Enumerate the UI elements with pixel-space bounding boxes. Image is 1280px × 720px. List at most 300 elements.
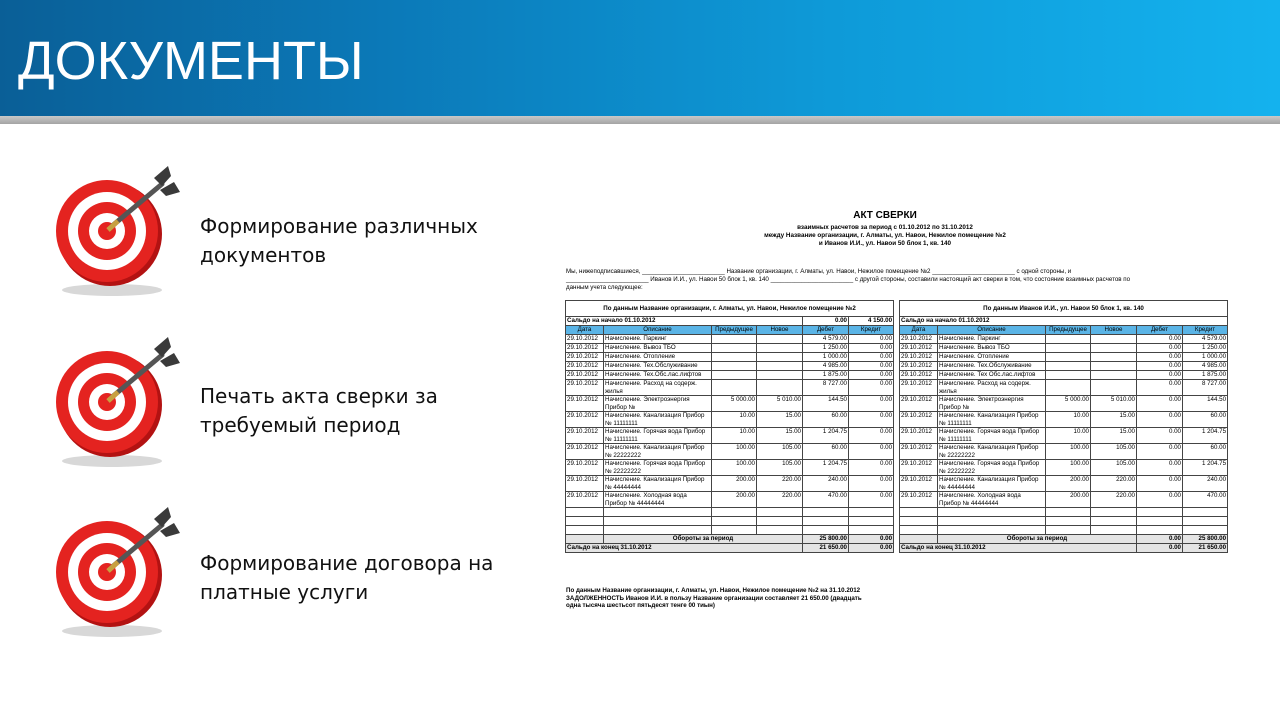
feature-line: Формирование договора на xyxy=(200,551,494,575)
new-cell xyxy=(757,362,803,371)
previous-cell xyxy=(1046,344,1091,353)
table-row xyxy=(566,344,894,353)
feature-item xyxy=(50,333,520,473)
description-cell: Начисление. Канализация Прибор № 22222222 xyxy=(938,444,1046,460)
new-cell xyxy=(1091,344,1137,353)
table-row xyxy=(566,444,894,460)
description-cell: Начисление. Паркинг xyxy=(938,335,1046,344)
credit-cell xyxy=(1183,526,1228,535)
description-cell: Начисление. Электроэнергия Прибор № xyxy=(938,396,1046,412)
description-cell xyxy=(604,517,712,526)
credit-cell: 4 985.00 xyxy=(1183,362,1228,371)
table-row xyxy=(566,396,894,412)
date-cell: 29.10.2012 xyxy=(566,335,604,344)
table-row xyxy=(900,344,1228,353)
previous-cell xyxy=(1046,526,1091,535)
date-cell: 29.10.2012 xyxy=(566,362,604,371)
turnover-credit: 0.00 xyxy=(849,535,894,544)
opening-balance-label: Сальдо на начало 01.10.2012 xyxy=(566,317,803,326)
date-cell: 29.10.2012 xyxy=(900,362,938,371)
credit-cell: 0.00 xyxy=(849,344,894,353)
header-divider xyxy=(0,116,1280,124)
debit-cell: 1 204.75 xyxy=(803,460,849,476)
previous-cell xyxy=(712,335,757,344)
debit-cell: 0.00 xyxy=(1137,344,1183,353)
date-cell: 29.10.2012 xyxy=(900,428,938,444)
turnover-debit: 25 800.00 xyxy=(803,535,849,544)
column-header: Дебет xyxy=(803,326,849,335)
feature-text xyxy=(200,549,493,607)
date-cell xyxy=(566,535,604,544)
previous-cell xyxy=(712,371,757,380)
table-row xyxy=(566,371,894,380)
new-cell xyxy=(757,353,803,362)
feature-line: документов xyxy=(200,243,327,267)
date-cell: 29.10.2012 xyxy=(566,380,604,396)
previous-cell xyxy=(712,344,757,353)
date-cell: 29.10.2012 xyxy=(566,396,604,412)
credit-cell xyxy=(849,526,894,535)
date-cell xyxy=(566,508,604,517)
description-cell xyxy=(604,526,712,535)
new-cell: 5 010.00 xyxy=(757,396,803,412)
debit-cell xyxy=(1137,508,1183,517)
description-cell: Начисление. Отопление xyxy=(604,353,712,362)
opening-balance-row xyxy=(566,317,894,326)
description-cell: Начисление. Тех.Обслуживание xyxy=(938,362,1046,371)
column-header: Описание xyxy=(604,326,712,335)
closing-debit: 21 650.00 xyxy=(803,544,849,553)
date-cell: 29.10.2012 xyxy=(566,412,604,428)
description-cell xyxy=(604,508,712,517)
new-cell: 220.00 xyxy=(1091,476,1137,492)
debit-cell: 60.00 xyxy=(803,444,849,460)
debit-cell xyxy=(1137,526,1183,535)
description-cell: Начисление. Расход на содерж. жилья xyxy=(604,380,712,396)
opening-balance-label: Сальдо на начало 01.10.2012 xyxy=(900,317,1228,326)
date-cell: 29.10.2012 xyxy=(900,353,938,362)
credit-cell: 60.00 xyxy=(1183,412,1228,428)
column-header: Описание xyxy=(938,326,1046,335)
table-title-row xyxy=(566,301,894,317)
credit-cell: 1 250.00 xyxy=(1183,344,1228,353)
debit-cell xyxy=(803,508,849,517)
previous-cell: 10.00 xyxy=(712,412,757,428)
doc-title: АКТ СВЕРКИ xyxy=(853,210,917,221)
credit-cell: 0.00 xyxy=(849,371,894,380)
closing-credit: 21 650.00 xyxy=(1183,544,1228,553)
empty-row xyxy=(900,508,1228,517)
description-cell xyxy=(938,508,1046,517)
date-cell: 29.10.2012 xyxy=(900,371,938,380)
previous-cell: 10.00 xyxy=(712,428,757,444)
description-cell: Начисление. Холодная вода Прибор № 44444444 xyxy=(938,492,1046,508)
feature-text xyxy=(200,382,438,440)
date-cell: 29.10.2012 xyxy=(900,344,938,353)
description-cell xyxy=(938,526,1046,535)
debit-cell: 4 579.00 xyxy=(803,335,849,344)
debit-cell xyxy=(803,517,849,526)
empty-row xyxy=(566,526,894,535)
debit-cell: 0.00 xyxy=(1137,428,1183,444)
debit-cell: 470.00 xyxy=(803,492,849,508)
credit-cell: 240.00 xyxy=(1183,476,1228,492)
date-cell: 29.10.2012 xyxy=(900,412,938,428)
date-cell: 29.10.2012 xyxy=(900,460,938,476)
closing-balance-row xyxy=(900,544,1228,553)
table-row xyxy=(900,460,1228,476)
previous-cell xyxy=(1046,380,1091,396)
column-header: Дата xyxy=(900,326,938,335)
new-cell xyxy=(757,344,803,353)
table-row xyxy=(900,492,1228,508)
date-cell: 29.10.2012 xyxy=(900,396,938,412)
credit-cell: 0.00 xyxy=(849,335,894,344)
credit-cell xyxy=(849,508,894,517)
table-row xyxy=(566,460,894,476)
feature-text xyxy=(200,212,478,270)
closing-debit: 0.00 xyxy=(1137,544,1183,553)
date-cell xyxy=(900,517,938,526)
closing-balance-label: Сальдо на конец 31.10.2012 xyxy=(566,544,803,553)
credit-cell: 8 727.00 xyxy=(1183,380,1228,396)
previous-cell: 200.00 xyxy=(712,492,757,508)
column-header: Предыдущее xyxy=(712,326,757,335)
doc-footer-line: одна тысяча шестьсот пятьдесят тенге 00 тиын) xyxy=(566,602,715,610)
header-banner xyxy=(0,0,1280,116)
new-cell xyxy=(1091,517,1137,526)
description-cell: Начисление. Тех Обс.лас.лифтов xyxy=(938,371,1046,380)
target-icon xyxy=(50,503,190,643)
credit-cell: 0.00 xyxy=(849,428,894,444)
date-cell xyxy=(900,535,938,544)
date-cell: 29.10.2012 xyxy=(566,476,604,492)
doc-footer-line: По данным Название организации, г. Алматы, ул. Навои, Нежилое помещение №2 на 31.10.2012 xyxy=(566,587,861,594)
credit-cell: 144.50 xyxy=(1183,396,1228,412)
credit-cell: 0.00 xyxy=(849,362,894,371)
table-row xyxy=(566,335,894,344)
description-cell: Начисление. Отопление xyxy=(938,353,1046,362)
previous-cell xyxy=(1046,508,1091,517)
credit-cell: 0.00 xyxy=(849,476,894,492)
table-row xyxy=(566,353,894,362)
new-cell: 105.00 xyxy=(1091,460,1137,476)
credit-cell: 60.00 xyxy=(1183,444,1228,460)
table-row xyxy=(900,353,1228,362)
debit-cell xyxy=(1137,517,1183,526)
feature-item xyxy=(50,162,520,302)
new-cell: 15.00 xyxy=(757,412,803,428)
doc-intro-line: ________________________ Иванов И.И., ул. Навои 50 блок 1, кв. 140 ________________________ с другой стороны, составили настоящий акт сверки в том, что состояние взаимных расчетов по xyxy=(566,276,1131,284)
credit-cell: 1 204.75 xyxy=(1183,428,1228,444)
debit-cell xyxy=(803,526,849,535)
date-cell: 29.10.2012 xyxy=(566,344,604,353)
table-row xyxy=(900,371,1228,380)
debit-cell: 0.00 xyxy=(1137,492,1183,508)
date-cell xyxy=(900,526,938,535)
column-header: Предыдущее xyxy=(1046,326,1091,335)
turnover-row xyxy=(566,535,894,544)
target-icon xyxy=(50,162,190,302)
opening-credit: 4 150.00 xyxy=(849,317,894,326)
column-header: Дата xyxy=(566,326,604,335)
doc-subtitle: между Название организации, г. Алматы, ул. Навои, Нежилое помещение №2 xyxy=(764,232,1006,239)
date-cell xyxy=(900,508,938,517)
table-row xyxy=(900,396,1228,412)
debit-cell: 0.00 xyxy=(1137,444,1183,460)
target-icon xyxy=(50,333,190,473)
description-cell: Начисление. Канализация Прибор № 22222222 xyxy=(604,444,712,460)
table-header-row xyxy=(566,326,894,335)
table-row xyxy=(900,444,1228,460)
feature-line: платные услуги xyxy=(200,580,369,604)
description-cell: Начисление. Канализация Прибор № 11111111 xyxy=(938,412,1046,428)
new-cell: 105.00 xyxy=(757,444,803,460)
new-cell: 220.00 xyxy=(757,476,803,492)
credit-cell: 470.00 xyxy=(1183,492,1228,508)
credit-cell: 0.00 xyxy=(849,444,894,460)
doc-intro xyxy=(566,268,1226,293)
debit-cell: 1 000.00 xyxy=(803,353,849,362)
credit-cell xyxy=(849,517,894,526)
empty-row xyxy=(900,526,1228,535)
description-cell: Начисление. Тех.Обслуживание xyxy=(604,362,712,371)
debit-cell: 1 250.00 xyxy=(803,344,849,353)
closing-balance-row xyxy=(566,544,894,553)
description-cell: Начисление. Канализация Прибор № 11111111 xyxy=(604,412,712,428)
debit-cell: 0.00 xyxy=(1137,335,1183,344)
closing-balance-label: Сальдо на конец 31.10.2012 xyxy=(900,544,1137,553)
closing-credit: 0.00 xyxy=(849,544,894,553)
credit-cell xyxy=(1183,517,1228,526)
new-cell: 105.00 xyxy=(1091,444,1137,460)
debit-cell: 1 204.75 xyxy=(803,428,849,444)
table-row xyxy=(900,380,1228,396)
table-header-row xyxy=(900,326,1228,335)
previous-cell xyxy=(712,362,757,371)
new-cell: 15.00 xyxy=(757,428,803,444)
credit-cell: 4 579.00 xyxy=(1183,335,1228,344)
right-table-body xyxy=(900,301,1228,553)
table-row xyxy=(566,492,894,508)
previous-cell: 10.00 xyxy=(1046,428,1091,444)
table-title: По данным Название организации, г. Алматы, ул. Навои, Нежилое помещение №2 xyxy=(566,301,894,317)
date-cell: 29.10.2012 xyxy=(566,428,604,444)
previous-cell xyxy=(712,526,757,535)
debit-cell: 4 985.00 xyxy=(803,362,849,371)
previous-cell: 200.00 xyxy=(712,476,757,492)
credit-cell xyxy=(1183,508,1228,517)
previous-cell: 100.00 xyxy=(712,460,757,476)
reconciliation-act-document xyxy=(560,206,1230,626)
new-cell xyxy=(757,380,803,396)
previous-cell xyxy=(712,353,757,362)
new-cell xyxy=(1091,371,1137,380)
column-header: Новое xyxy=(1091,326,1137,335)
column-header: Дебет xyxy=(1137,326,1183,335)
feature-line: требуемый период xyxy=(200,413,401,437)
doc-subtitle: взаимных расчетов за период с 01.10.2012 по 31.10.2012 xyxy=(797,224,973,231)
description-cell: Начисление. Канализация Прибор № 44444444 xyxy=(604,476,712,492)
doc-footer xyxy=(566,587,906,610)
description-cell: Начисление. Канализация Прибор № 44444444 xyxy=(938,476,1046,492)
description-cell xyxy=(938,517,1046,526)
doc-intro-line: Мы, нижеподписавшиеся, ________________________ Название организации, г. Алматы, ул. Навои, Нежилое помещение №2 ________________________ с одной стороны, и xyxy=(566,268,1072,275)
date-cell: 29.10.2012 xyxy=(900,492,938,508)
new-cell xyxy=(1091,508,1137,517)
turnover-credit: 25 800.00 xyxy=(1183,535,1228,544)
new-cell: 220.00 xyxy=(757,492,803,508)
credit-cell: 1 204.75 xyxy=(1183,460,1228,476)
credit-cell: 0.00 xyxy=(849,412,894,428)
previous-cell: 100.00 xyxy=(712,444,757,460)
date-cell: 29.10.2012 xyxy=(900,476,938,492)
table-title-row xyxy=(900,301,1228,317)
date-cell xyxy=(566,526,604,535)
new-cell xyxy=(1091,335,1137,344)
previous-cell: 5 000.00 xyxy=(1046,396,1091,412)
credit-cell: 0.00 xyxy=(849,353,894,362)
description-cell: Начисление. Горячая вода Прибор № 22222222 xyxy=(604,460,712,476)
empty-row xyxy=(566,508,894,517)
credit-cell: 0.00 xyxy=(849,380,894,396)
left-reconciliation-table xyxy=(565,300,894,553)
new-cell xyxy=(757,335,803,344)
debit-cell: 1 875.00 xyxy=(803,371,849,380)
column-header: Кредит xyxy=(1183,326,1228,335)
date-cell: 29.10.2012 xyxy=(900,444,938,460)
description-cell: Начисление. Электроэнергия Прибор № xyxy=(604,396,712,412)
debit-cell: 240.00 xyxy=(803,476,849,492)
new-cell: 105.00 xyxy=(757,460,803,476)
table-row xyxy=(900,335,1228,344)
table-title: По данным Иванов И.И., ул. Навои 50 блок 1, кв. 140 xyxy=(900,301,1228,317)
description-cell: Начисление. Холодная вода Прибор № 44444444 xyxy=(604,492,712,508)
new-cell: 220.00 xyxy=(1091,492,1137,508)
right-reconciliation-table xyxy=(899,300,1228,553)
table-row xyxy=(566,362,894,371)
new-cell: 5 010.00 xyxy=(1091,396,1137,412)
table-row xyxy=(900,476,1228,492)
debit-cell: 8 727.00 xyxy=(803,380,849,396)
credit-cell: 1 000.00 xyxy=(1183,353,1228,362)
new-cell xyxy=(1091,353,1137,362)
previous-cell: 100.00 xyxy=(1046,460,1091,476)
credit-cell: 0.00 xyxy=(849,396,894,412)
date-cell xyxy=(566,517,604,526)
date-cell: 29.10.2012 xyxy=(566,444,604,460)
date-cell: 29.10.2012 xyxy=(566,492,604,508)
opening-debit: 0.00 xyxy=(803,317,849,326)
description-cell: Начисление. Тех.Обс.лас.лифтов xyxy=(604,371,712,380)
new-cell: 15.00 xyxy=(1091,412,1137,428)
feature-item xyxy=(50,503,520,643)
date-cell: 29.10.2012 xyxy=(900,380,938,396)
description-cell: Начисление. Горячая вода Прибор № 22222222 xyxy=(938,460,1046,476)
previous-cell: 200.00 xyxy=(1046,492,1091,508)
debit-cell: 0.00 xyxy=(1137,380,1183,396)
debit-cell: 144.50 xyxy=(803,396,849,412)
debit-cell: 0.00 xyxy=(1137,396,1183,412)
new-cell xyxy=(757,517,803,526)
feature-line: Формирование различных xyxy=(200,214,478,238)
new-cell xyxy=(757,508,803,517)
previous-cell xyxy=(712,517,757,526)
doc-footer-line: ЗАДОЛЖЕННОСТЬ Иванов И.И. в пользу Название организации составляет 21 650.00 (двадцать xyxy=(566,594,862,602)
turnover-row xyxy=(900,535,1228,544)
new-cell xyxy=(1091,380,1137,396)
debit-cell: 0.00 xyxy=(1137,362,1183,371)
table-row xyxy=(566,476,894,492)
page-title: ДОКУМЕНТЫ xyxy=(18,31,364,91)
column-header: Кредит xyxy=(849,326,894,335)
doc-subtitle: и Иванов И.И., ул. Навои 50 блок 1, кв. 140 xyxy=(818,240,952,247)
new-cell xyxy=(1091,362,1137,371)
previous-cell: 100.00 xyxy=(1046,444,1091,460)
column-header: Новое xyxy=(757,326,803,335)
previous-cell xyxy=(1046,517,1091,526)
new-cell xyxy=(757,371,803,380)
new-cell xyxy=(757,526,803,535)
previous-cell xyxy=(1046,362,1091,371)
credit-cell: 1 875.00 xyxy=(1183,371,1228,380)
turnover-debit: 0.00 xyxy=(1137,535,1183,544)
opening-balance-row xyxy=(900,317,1228,326)
previous-cell xyxy=(712,380,757,396)
debit-cell: 60.00 xyxy=(803,412,849,428)
description-cell: Начисление. Вывоз ТБО xyxy=(604,344,712,353)
description-cell: Начисление. Горячая вода Прибор № 11111111 xyxy=(604,428,712,444)
table-row xyxy=(900,428,1228,444)
credit-cell: 0.00 xyxy=(849,460,894,476)
credit-cell: 0.00 xyxy=(849,492,894,508)
description-cell: Начисление. Паркинг xyxy=(604,335,712,344)
feature-line: Печать акта сверки за xyxy=(200,384,438,408)
description-cell: Начисление. Вывоз ТБО xyxy=(938,344,1046,353)
previous-cell: 10.00 xyxy=(1046,412,1091,428)
description-cell: Начисление. Горячая вода Прибор № 11111111 xyxy=(938,428,1046,444)
date-cell: 29.10.2012 xyxy=(900,335,938,344)
empty-row xyxy=(900,517,1228,526)
debit-cell: 0.00 xyxy=(1137,353,1183,362)
previous-cell: 5 000.00 xyxy=(712,396,757,412)
date-cell: 29.10.2012 xyxy=(566,353,604,362)
new-cell: 15.00 xyxy=(1091,428,1137,444)
debit-cell: 0.00 xyxy=(1137,371,1183,380)
table-row xyxy=(566,428,894,444)
turnover-label: Обороты за период xyxy=(604,535,803,544)
description-cell: Начисление. Расход на содерж. жилья xyxy=(938,380,1046,396)
table-row xyxy=(900,362,1228,371)
turnover-label: Обороты за период xyxy=(938,535,1137,544)
new-cell xyxy=(1091,526,1137,535)
table-row xyxy=(566,412,894,428)
doc-intro-line: данным учета следующее: xyxy=(566,284,643,292)
previous-cell xyxy=(1046,371,1091,380)
previous-cell xyxy=(1046,353,1091,362)
date-cell: 29.10.2012 xyxy=(566,371,604,380)
previous-cell: 200.00 xyxy=(1046,476,1091,492)
debit-cell: 0.00 xyxy=(1137,412,1183,428)
date-cell: 29.10.2012 xyxy=(566,460,604,476)
empty-row xyxy=(566,517,894,526)
debit-cell: 0.00 xyxy=(1137,476,1183,492)
debit-cell: 0.00 xyxy=(1137,460,1183,476)
left-table-body xyxy=(566,301,894,553)
previous-cell xyxy=(1046,335,1091,344)
table-row xyxy=(900,412,1228,428)
previous-cell xyxy=(712,508,757,517)
